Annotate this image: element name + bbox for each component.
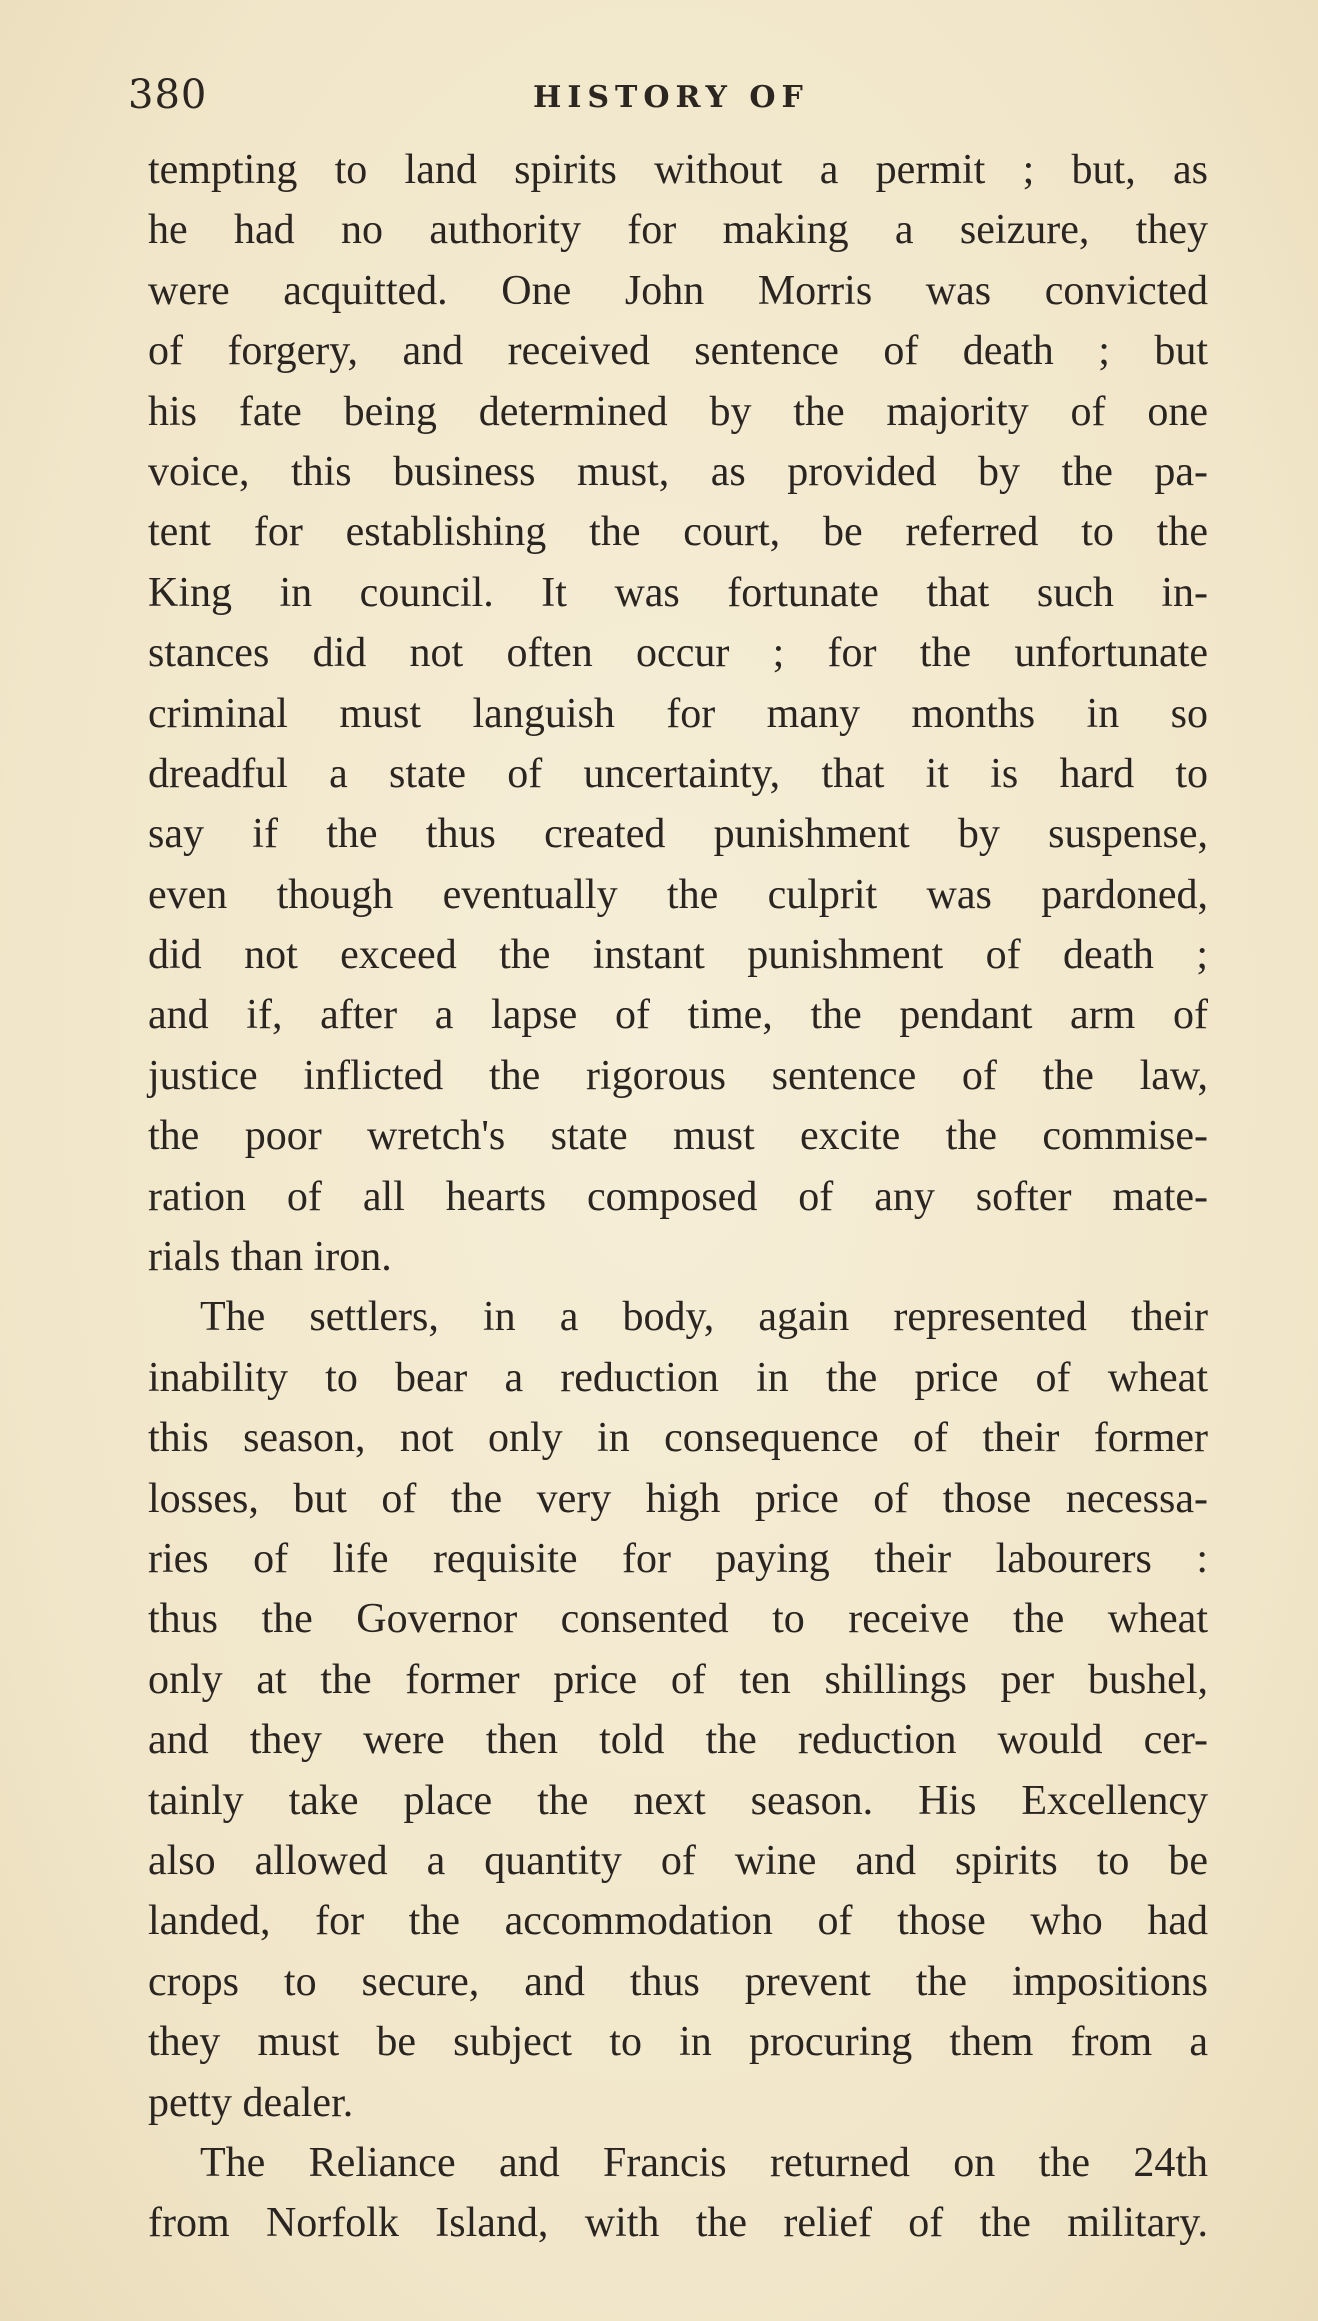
text-line: even though eventually the culprit was pardoned, — [148, 871, 1208, 918]
text-line: losses, but of the very high price of those necessa- — [148, 1475, 1208, 1522]
body-text — [148, 140, 1208, 2254]
text-line: say if the thus created punishment by suspense, — [148, 811, 1208, 858]
page-number: 380 — [128, 72, 208, 118]
text-line: and if, after a lapse of time, the pendant arm of — [148, 992, 1208, 1039]
text-line: they must be subject to in procuring them from a — [148, 2019, 1208, 2066]
text-line: only at the former price of ten shillings per bushel, — [148, 1656, 1208, 1703]
running-head: HISTORY OF — [533, 80, 809, 115]
text-line: voice, this business must, as provided by the pa- — [148, 448, 1208, 495]
text-line: his fate being determined by the majority of one — [148, 388, 1208, 435]
text-line: were acquitted. One John Morris was convicted — [148, 267, 1208, 314]
text-line: and they were then told the reduction would cer- — [148, 1717, 1208, 1764]
text-line: The Reliance and Francis returned on the 24th — [200, 2139, 1208, 2186]
text-line: justice inflicted the rigorous sentence of the law, — [148, 1052, 1208, 1099]
text-line: tainly take place the next season. His Excellency — [148, 1777, 1208, 1824]
text-line: the poor wretch's state must excite the commise- — [148, 1113, 1208, 1160]
text-line: landed, for the accommodation of those who had — [148, 1898, 1208, 1945]
text-line: from Norfolk Island, with the relief of the military. — [148, 2200, 1208, 2247]
text-line: ries of life requisite for paying their labourers : — [148, 1535, 1208, 1582]
text-line: crops to secure, and thus prevent the impositions — [148, 1958, 1208, 2005]
text-line: inability to bear a reduction in the price of wheat — [148, 1354, 1208, 1401]
text-line: tempting to land spirits without a permit ; but, as — [148, 147, 1208, 193]
text-line: thus the Governor consented to receive the wheat — [148, 1596, 1208, 1643]
text-line: stances did not often occur ; for the unfortunate — [148, 630, 1208, 677]
text-line: tent for establishing the court, be referred to the — [148, 509, 1208, 556]
page-header — [128, 72, 1208, 132]
text-line: ration of all hearts composed of any softer mate- — [148, 1173, 1208, 1220]
text-line: criminal must languish for many months in so — [148, 690, 1208, 737]
text-line: dreadful a state of uncertainty, that it is hard to — [148, 750, 1208, 797]
text-line: rials than iron. — [148, 1234, 392, 1281]
text-line: this season, not only in consequence of their former — [148, 1415, 1208, 1462]
text-line: did not exceed the instant punishment of death ; — [148, 932, 1208, 979]
text-line: he had no authority for making a seizure, they — [148, 207, 1208, 254]
text-line: of forgery, and received sentence of death ; but — [148, 328, 1208, 375]
text-line: also allowed a quantity of wine and spirits to be — [148, 1837, 1208, 1884]
text-line: petty dealer. — [148, 2079, 354, 2126]
text-line: King in council. It was fortunate that such in- — [148, 569, 1208, 616]
text-line: The settlers, in a body, again represented their — [200, 1294, 1208, 1341]
